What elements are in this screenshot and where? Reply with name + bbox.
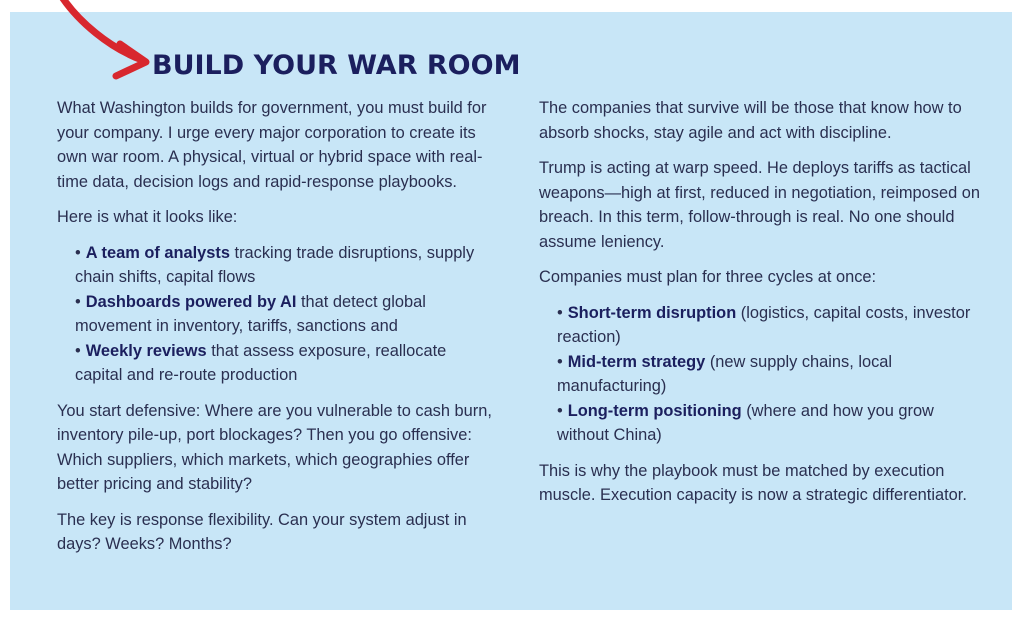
list-item-text: (new supply chains, local manufacturing)	[557, 352, 893, 395]
paragraph: What Washington builds for government, you must build for your company. I urge every major corporation to create its own war room. A physical, virtual or hybrid space with real-time data, decision logs and rapid-response playbooks.	[57, 99, 487, 191]
list-item: • A team of analysts tracking trade disruptions, supply chain shifts, capital flows	[75, 243, 475, 286]
bullet-list	[539, 301, 984, 448]
list-item-bold: Mid-term strategy	[567, 352, 706, 371]
list-item: • Weekly reviews that assess exposure, reallocate capital and re-route production	[75, 341, 447, 384]
left-column	[57, 96, 497, 568]
list-item: • Short-term disruption (logistics, capital costs, investor reaction)	[557, 303, 971, 346]
list-item: • Dashboards powered by AI that detect global movement in inventory, tariffs, sanctions and	[75, 292, 426, 335]
paragraph: Companies must plan for three cycles at once:	[539, 268, 877, 286]
right-column	[539, 96, 984, 519]
list-item-bold: Long-term positioning	[567, 401, 742, 420]
list-item-text: that detect global movement in inventory, tariffs, sanctions and	[75, 292, 426, 335]
list-item: • Mid-term strategy (new supply chains, local manufacturing)	[557, 352, 893, 395]
list-item: • Long-term positioning (where and how you grow without China)	[557, 401, 934, 444]
list-item-text: (logistics, capital costs, investor reaction)	[557, 303, 971, 346]
paragraph: You start defensive: Where are you vulnerable to cash burn, inventory pile-up, port blockages? Then you go offensive: Which suppliers, which markets, which geographies offer better pricing and stability?	[57, 401, 492, 493]
page-title: BUILD YOUR WAR ROOM	[152, 50, 521, 81]
paragraph: Trump is acting at warp speed. He deploys tariffs as tactical weapons—high at first, reduced in negotiation, reimposed on breach. In this term, follow-through is real. No one should assume leniency.	[539, 159, 980, 251]
list-item-bold: Dashboards powered by AI	[85, 292, 297, 311]
paragraph: Here is what it looks like:	[57, 208, 238, 226]
list-item-text: (where and how you grow without China)	[557, 401, 934, 444]
list-item-bold: Weekly reviews	[85, 341, 207, 360]
list-item-text: tracking trade disruptions, supply chain shifts, capital flows	[75, 243, 475, 286]
paragraph: This is why the playbook must be matched by execution muscle. Execution capacity is now a strategic differentiator.	[539, 461, 967, 504]
paragraph: The companies that survive will be those that know how to absorb shocks, stay agile and act with discipline.	[539, 99, 962, 142]
list-item-text: that assess exposure, reallocate capital and re-route production	[75, 341, 447, 384]
paragraph: The key is response flexibility. Can your system adjust in days? Weeks? Months?	[57, 510, 467, 553]
list-item-bold: Short-term disruption	[567, 303, 737, 322]
list-item-bold: A team of analysts	[85, 243, 230, 262]
red-curved-arrow-icon	[50, 0, 160, 90]
bullet-list	[57, 241, 497, 388]
